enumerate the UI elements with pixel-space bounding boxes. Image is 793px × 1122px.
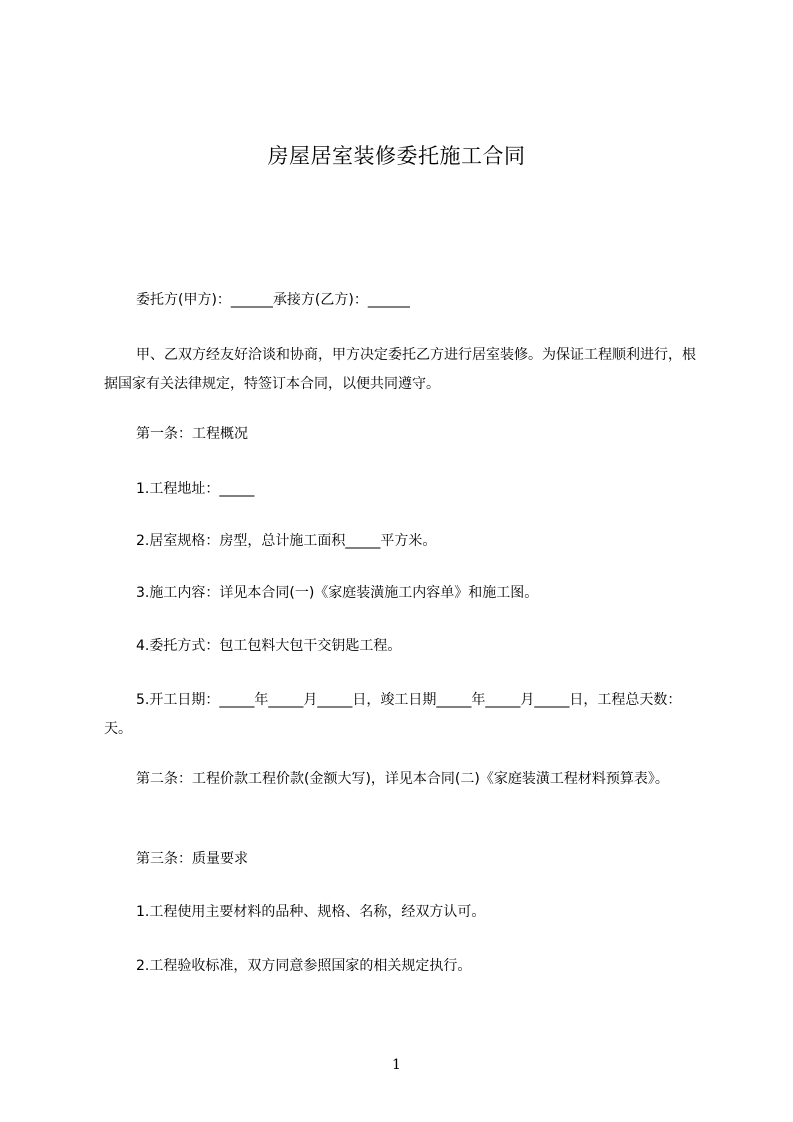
preamble-paragraph: 甲、乙双方经友好洽谈和协商，甲方决定委托乙方进行居室装修。为保证工程顺利进行，根据国家有关法律规定，特签订本合同，以便共同遵守。 xyxy=(104,347,696,392)
article-1-item-4: 4.委托方式：包工包料大包干交钥匙工程。 xyxy=(136,638,402,654)
article-3-heading: 第三条：质量要求 xyxy=(136,851,248,867)
article-1-item-5: 5.开工日期：_____年_____月_____日，竣工日期_____年_____月_____日，工程总天数：天。 xyxy=(104,692,682,737)
document-title: 房屋居室装修委托施工合同 xyxy=(267,144,526,168)
page-number: 1 xyxy=(392,1057,401,1073)
article-1-item-3: 3.施工内容：详见本合同(一)《家庭装潢施工内容单》和施工图。 xyxy=(136,585,539,601)
article-1-item-1: 1.工程地址：_____ xyxy=(136,481,255,497)
parties-line: 委托方(甲方)：______承接方(乙方)：______ xyxy=(136,292,410,308)
article-3-item-2: 2.工程验收标准，双方同意参照国家的相关规定执行。 xyxy=(136,958,472,974)
article-2-paragraph: 第二条：工程价款工程价款(金额大写)，详见本合同(二)《家庭装潢工程材料预算表》。 xyxy=(136,771,669,787)
article-3-item-1: 1.工程使用主要材料的品种、规格、名称，经双方认可。 xyxy=(136,904,486,920)
article-1-heading: 第一条：工程概况 xyxy=(136,426,248,442)
article-1-item-2: 2.居室规格：房型，总计施工面积_____平方米。 xyxy=(136,533,437,549)
